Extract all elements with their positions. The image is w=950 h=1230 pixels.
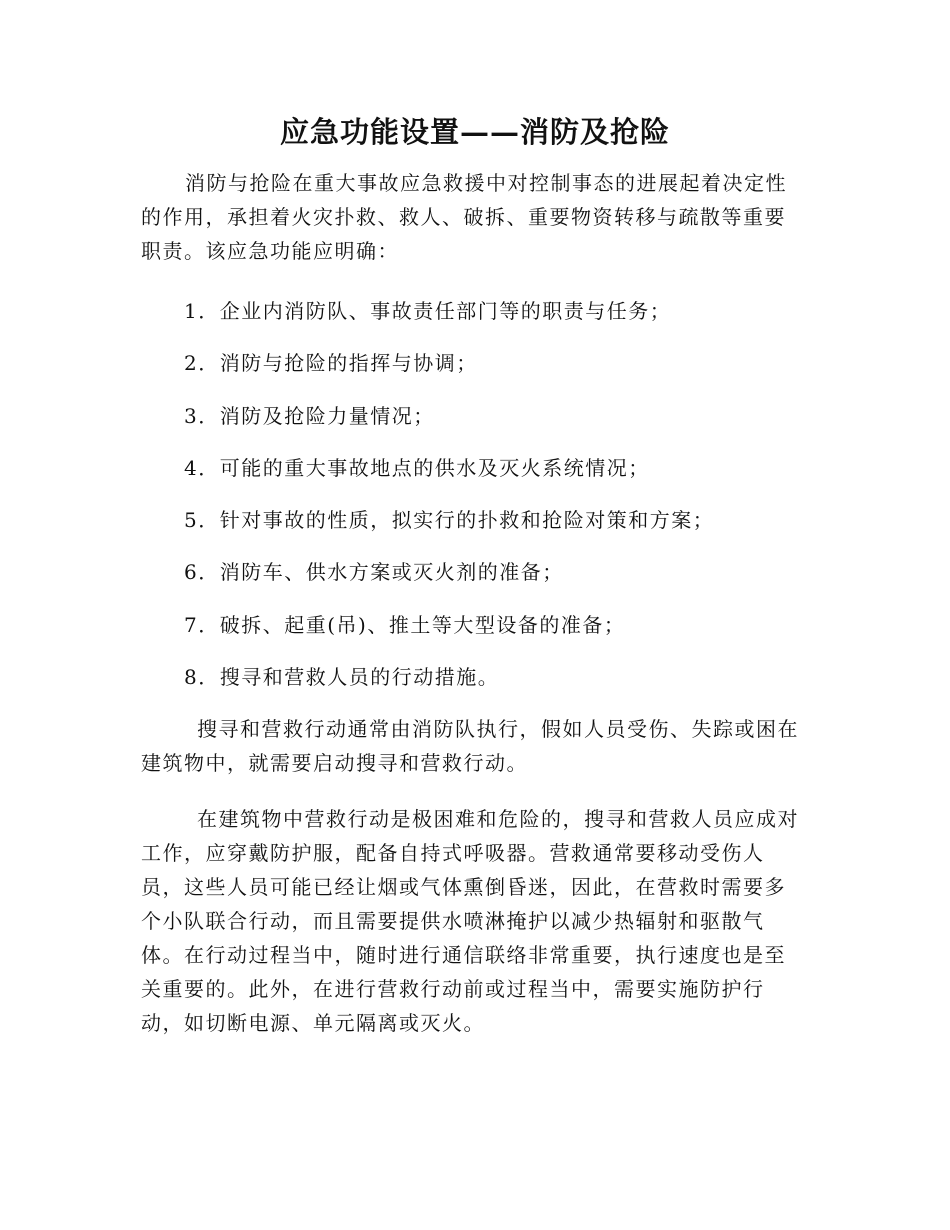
paragraph-line: 建筑物中，就需要启动搜寻和营救行动。 [141,751,528,775]
list-item: 4．可能的重大事故地点的供水及灭火系统情况； [184,456,650,480]
paragraph-line: 体。在行动过程当中，随时进行通信联络非常重要，执行速度也是至 [141,943,786,967]
paragraph-line: 动，如切断电源、单元隔离或灭火。 [141,1011,485,1035]
paragraph-line: 在建筑物中营救行动是极困难和危险的，搜寻和营救人员应成对 [197,807,799,831]
list-item: 3．消防及抢险力量情况； [184,404,435,428]
intro-paragraph [141,166,809,268]
paragraph-line: 工作，应穿戴防护服，配备自持式呼吸器。营救通常要移动受伤人 [141,841,765,865]
list-item: 8．搜寻和营救人员的行动措施。 [184,665,500,689]
paragraph-line: 关重要的。此外，在进行营救行动前或过程当中，需要实施防护行 [141,977,765,1001]
intro-line: 职责。该应急功能应明确： [141,239,399,263]
paragraph-line: 个小队联合行动，而且需要提供水喷淋掩护以减少热辐射和驱散气 [141,909,765,933]
list-item: 5．针对事故的性质，拟实行的扑救和抢险对策和方案； [184,508,715,532]
search-rescue-paragraph [141,712,809,780]
list-item: 2．消防与抢险的指挥与协调； [184,351,478,375]
list-item: 7．破拆、起重(吊)、推土等大型设备的准备； [184,613,626,637]
intro-line: 消防与抢险在重大事故应急救援中对控制事态的进展起着决定性 [185,171,787,195]
intro-line: 的作用，承担着火灾扑救、救人、破拆、重要物资转移与疏散等重要 [141,205,786,229]
paragraph-line: 员，这些人员可能已经让烟或气体熏倒昏迷，因此，在营救时需要多 [141,875,786,899]
list-item: 1．企业内消防队、事故责任部门等的职责与任务； [184,299,672,323]
page-title: 应急功能设置——消防及抢险 [279,115,670,149]
list-item: 6．消防车、供水方案或灭火剂的准备； [184,560,564,584]
rescue-details-paragraph [141,802,809,1040]
paragraph-line: 搜寻和营救行动通常由消防队执行，假如人员受伤、失踪或困在 [197,717,799,741]
